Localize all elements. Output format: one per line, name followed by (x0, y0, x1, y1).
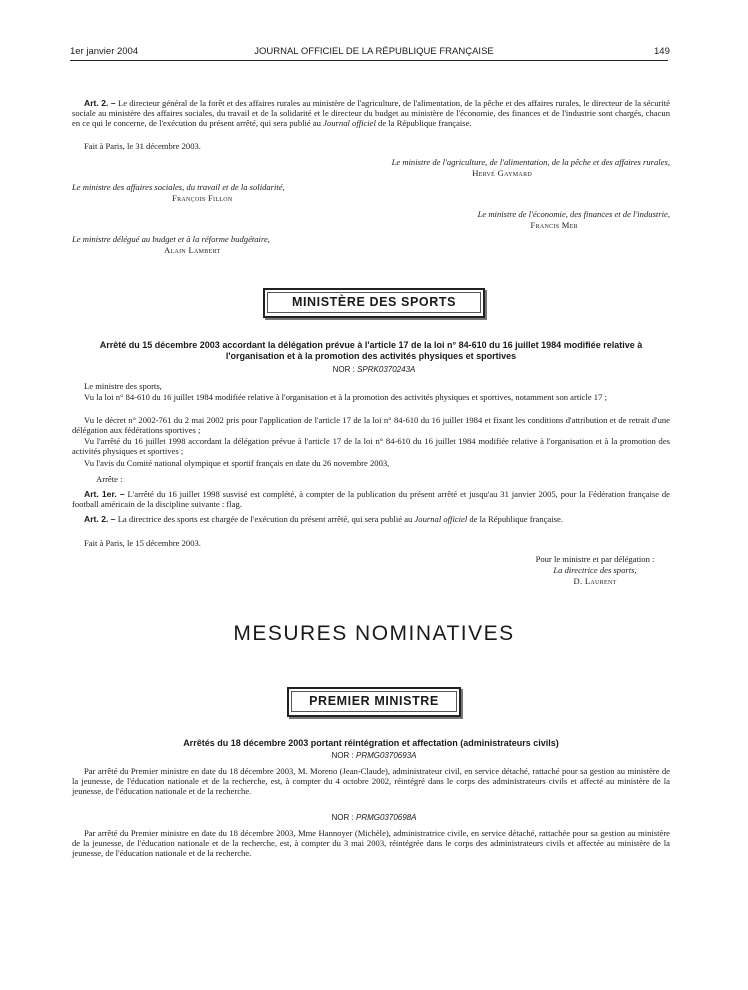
article-1-sports (72, 489, 670, 509)
article-text: L'arrêté du 16 juillet 1998 susvisé est complété, à compter de la publication du présent arrêté et jusqu'au 31 janvier 2005, pour la Fédération française de football américain de la discipline suivante : flag. (72, 489, 670, 510)
arrete-title-sports: Arrêté du 15 décembre 2003 accordant la délégation prévue à l'article 17 de la loi n° 84-610 du 16 juillet 1984 modifiée relative à l'organisation et à la promotion des activités physiques et sportives (99, 340, 643, 361)
arrete-title-premier-ministre: Arrêtés du 18 décembre 2003 portant réintégration et affectation (administrateurs civils) (183, 738, 559, 748)
visa-3: Vu l'arrêté du 16 juillet 1998 accordant la délégation prévue à l'article 17 de la loi n° 84-610 du 16 juillet 1984 modifiée relative à l'organisation et à la promotion des activités physiques et sportives ; (72, 436, 670, 457)
nor-label: NOR : (331, 751, 354, 760)
signature-name-laurent: D. Laurent (573, 576, 617, 586)
signature-delegation: Pour le ministre et par délégation : (535, 554, 655, 564)
visa-1: Vu la loi n° 84-610 du 16 juillet 1984 modifiée relative à l'organisation et à la promotion des activités physiques et sportives, notamment son article 17 ; (84, 392, 607, 402)
nor-label: NOR : (332, 365, 355, 374)
signature-name-fillon: François Fillon (172, 193, 233, 203)
signature-role-budget: Le ministre délégué au budget et à la réforme budgétaire, (72, 234, 270, 244)
article-2-top (72, 98, 670, 129)
signature-role-directrice: La directrice des sports, (553, 565, 637, 575)
fait-a-paris-top: Fait à Paris, le 31 décembre 2003. (84, 141, 201, 151)
arrete-hannoyer: Par arrêté du Premier ministre en date du 18 décembre 2003, Mme Hannoyer (Michèle), administratrice civile, en service détaché, rattachée pour sa gestion au ministère de la jeunesse, de l'éducation nationale et de la recherche, est, à compter du 3 mai 2003, réintégrée dans le corps des administrateurs civils et affectée au ministère de la jeunesse, de l'éducation nationale et de la recherche. (72, 828, 670, 859)
section-box-premier-ministre (287, 687, 461, 717)
arrete-word: Arrête : (96, 474, 123, 484)
signature-role-affaires-sociales: Le ministre des affaires sociales, du travail et de la solidarité, (72, 182, 285, 192)
article-text: La directrice des sports est chargée de l'exécution du présent arrêté, qui sera publié au (117, 514, 415, 524)
section-box-ministere-sports (263, 288, 485, 318)
article-text-end: de la République française. (467, 514, 563, 524)
header-journal-title: JOURNAL OFFICIEL DE LA RÉPUBLIQUE FRANÇAISE (254, 46, 494, 57)
journal-officiel-ref: Journal officiel (323, 118, 376, 129)
header-rule (70, 60, 668, 61)
article-2-sports (72, 514, 670, 524)
nor-reference-sports (0, 365, 748, 374)
signature-name-mer: Francis Mer (530, 220, 578, 230)
article-label: Art. 2. – (84, 514, 116, 524)
arrete-moreno: Par arrêté du Premier ministre en date du 18 décembre 2003, M. Moreno (Jean-Claude), administrateur civil, en service détaché, rattaché pour sa gestion au ministère de la jeunesse, de l'éducation nationale et de la recherche, est, à compter du 4 octobre 2002, réintégré dans le corps des administrateurs civils et affecté au ministère de la jeunesse, de l'éducation nationale et de la recherche. (72, 766, 670, 797)
signature-role-agriculture: Le ministre de l'agriculture, de l'alimentation, de la pêche et des affaires rurales, (391, 157, 670, 167)
section-title: MINISTÈRE DES SPORTS (267, 292, 481, 313)
article-text-end: de la République française. (375, 118, 472, 129)
journal-officiel-ref: Journal officiel (414, 514, 468, 524)
fait-a-paris-sports: Fait à Paris, le 15 décembre 2003. (84, 538, 201, 548)
mesures-nominatives-heading: MESURES NOMINATIVES (233, 622, 515, 645)
header-date: 1er janvier 2004 (70, 46, 139, 57)
nor-label: NOR : (331, 813, 354, 822)
signature-name-gaymard: Hervé Gaymard (472, 168, 532, 178)
section-title: PREMIER MINISTRE (291, 691, 457, 712)
visa-4: Vu l'avis du Comité national olympique et sportif français en date du 26 novembre 2003, (84, 458, 390, 468)
nor-code: SPRK0370243A (357, 365, 416, 374)
nor-code: PRMG0370698A (355, 813, 417, 822)
signature-role-economie: Le ministre de l'économie, des finances et de l'industrie, (477, 209, 670, 219)
nor-code: PRMG0370693A (355, 751, 417, 760)
nor-reference-2 (0, 813, 748, 822)
article-label: Art. 1er. – (84, 489, 125, 499)
header-page-number: 149 (654, 46, 670, 57)
signature-name-lambert: Alain Lambert (164, 245, 221, 255)
visa-2: Vu le décret n° 2002-761 du 2 mai 2002 pris pour l'application de l'article 17 de la loi n° 84-610 du 16 juillet 1984 et fixant les conditions d'attribution et de retrait d'une délégation aux fédérations sportives ; (72, 415, 670, 436)
nor-reference-1 (0, 751, 748, 760)
article-text: Le directeur général de la forêt et des affaires rurales au ministère de l'agriculture, de l'alimentation, de la pêche et des affaires rurales, le directeur de la sécurité sociale au ministère des affaires sociales, du travail et de la solidarité et le directeur du budget au ministère de l'économie, des finances et de l'industrie sont chargés, chacun en ce qui le concerne, de l'exécution du présent arrêté, qui sera publié au (72, 98, 670, 129)
article-label: Art. 2. – (84, 98, 116, 108)
le-ministre: Le ministre des sports, (84, 381, 162, 391)
